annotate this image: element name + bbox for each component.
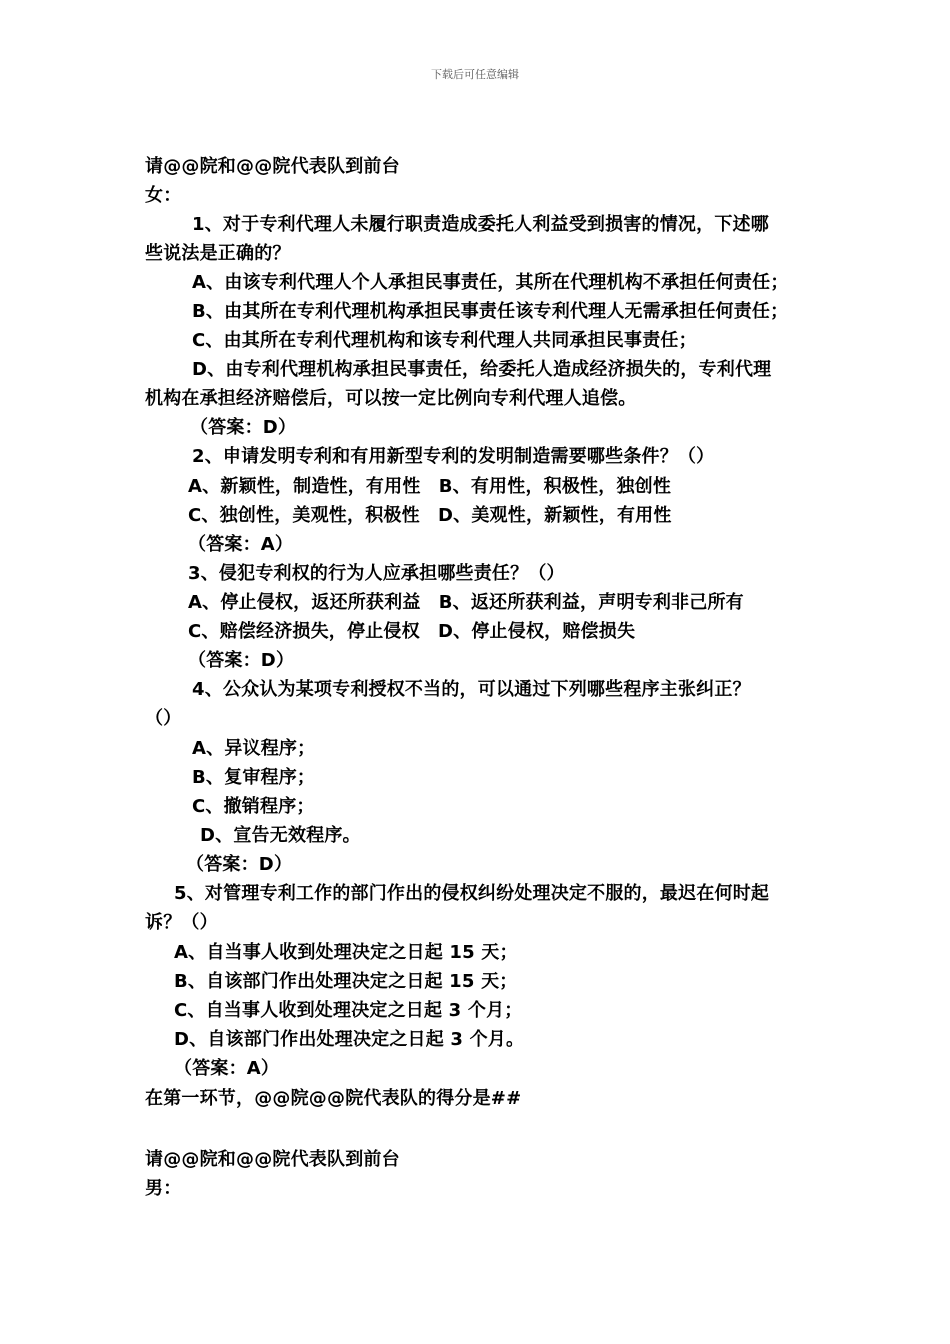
q5-option-d: D、自该部门作出处理决定之日起 3 个月。	[174, 1029, 525, 1050]
page-header-note: 下载后可任意编辑	[431, 68, 519, 81]
q1-option-d-cont: 机构在承担经济赔偿后，可以按一定比例向专利代理人追偿。	[145, 388, 637, 409]
q3-options-ab: A、停止侵权，返还所获利益 B、返还所获利益，声明专利非己所有	[188, 592, 744, 613]
question-1: 1、对于专利代理人未履行职责造成委托人利益受到损害的情况，下述哪	[192, 214, 769, 235]
q3-answer: （答案：D）	[188, 650, 295, 671]
q4-option-c: C、撤销程序；	[192, 796, 315, 817]
speaker-male: 男：	[145, 1178, 182, 1199]
score-line: 在第一环节，@@院@@院代表队的得分是##	[145, 1088, 522, 1109]
question-3: 3、侵犯专利权的行为人应承担哪些责任？（）	[188, 563, 565, 584]
q2-options-ab: A、新颖性，制造性，有用性 B、有用性，积极性，独创性	[188, 476, 672, 497]
q1-option-b: B、由其所在专利代理机构承担民事责任该专利代理人无需承担任何责任；	[192, 301, 789, 322]
q1-option-c: C、由其所在专利代理机构和该专利代理人共同承担民事责任；	[192, 330, 697, 351]
q5-answer: （答案：A）	[174, 1058, 280, 1079]
q2-options-cd: C、独创性，美观性，积极性 D、美观性，新颖性，有用性	[188, 505, 672, 526]
speaker-female: 女：	[145, 185, 182, 206]
question-1-cont: 些说法是正确的？	[145, 243, 291, 264]
q4-option-a: A、异议程序；	[192, 738, 316, 759]
question-5: 5、对管理专利工作的部门作出的侵权纠纷处理决定不服的，最迟在何时起	[174, 883, 770, 904]
question-2: 2、申请发明专利和有用新型专利的发明制造需要哪些条件？（）	[192, 446, 715, 467]
q1-answer: （答案：D）	[190, 417, 297, 438]
q2-answer: （答案：A）	[188, 534, 294, 555]
question-4-cont: （）	[145, 708, 182, 729]
q5-option-b: B、自该部门作出处理决定之日起 15 天；	[174, 971, 518, 992]
call-teams-line: 请@@院和@@院代表队到前台	[145, 156, 400, 177]
q5-option-a: A、自当事人收到处理决定之日起 15 天；	[174, 942, 518, 963]
question-4: 4、公众认为某项专利授权不当的，可以通过下列哪些程序主张纠正？	[192, 679, 751, 700]
q1-option-a: A、由该专利代理人个人承担民事责任，其所在代理机构不承担任何责任；	[192, 272, 789, 293]
q5-option-c: C、自当事人收到处理决定之日起 3 个月；	[174, 1000, 523, 1021]
q3-options-cd: C、赔偿经济损失，停止侵权 D、停止侵权，赔偿损失	[188, 621, 636, 642]
call-teams-line-2: 请@@院和@@院代表队到前台	[145, 1149, 400, 1170]
question-5-cont: 诉？（）	[145, 912, 218, 933]
q1-option-d: D、由专利代理机构承担民事责任，给委托人造成经济损失的，专利代理	[192, 359, 772, 380]
q4-option-d: D、宣告无效程序。	[200, 825, 361, 846]
q4-answer: （答案：D）	[186, 854, 293, 875]
q4-option-b: B、复审程序；	[192, 767, 316, 788]
